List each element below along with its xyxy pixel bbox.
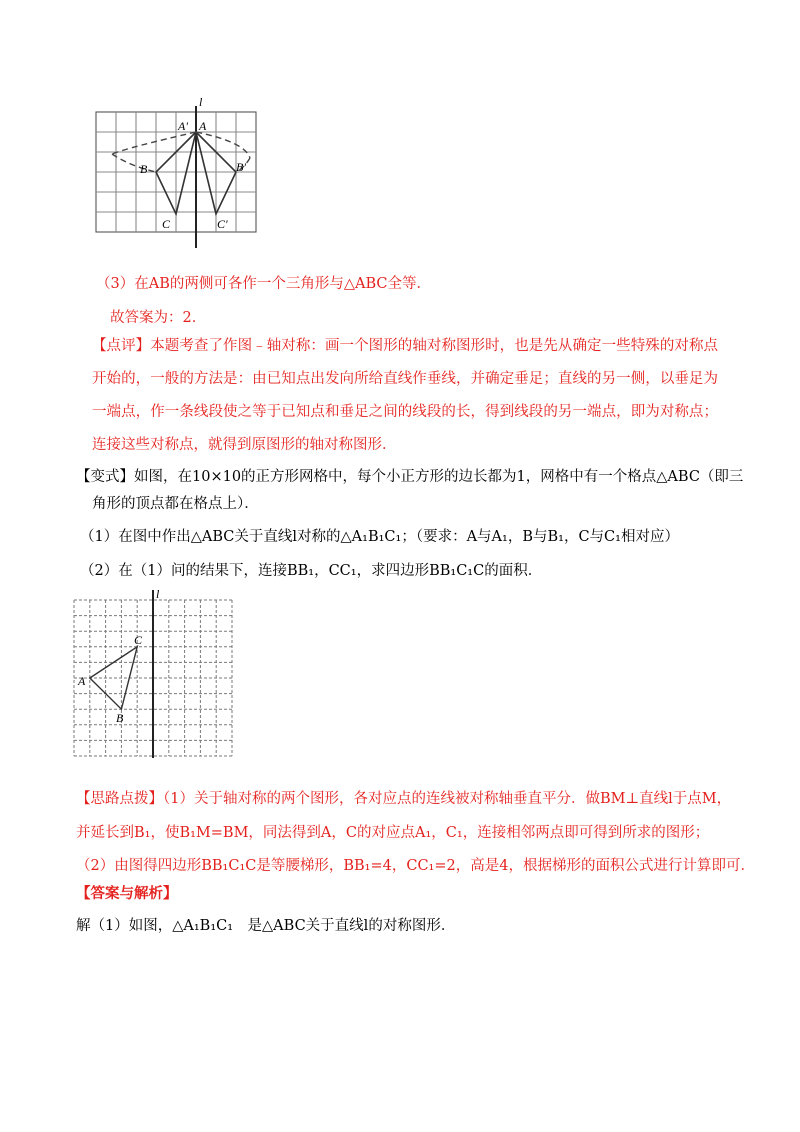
hint-line-3: （2）由图得四边形BB₁C₁C是等腰梯形，BB₁=4，CC₁=2，高是4，根据梯形的面积公式进行计算即可． — [76, 858, 755, 874]
figure-1-label-b-prime: B' — [236, 160, 246, 174]
hint-line-1: 【思路点拨】（1）关于轴对称的两个图形，各对应点的连线被对称轴垂直平分．做BM⊥直线l于点M， — [76, 791, 732, 807]
answer-part-3: （3）在AB的两侧可各作一个三角形与△ABC全等． — [96, 276, 431, 292]
figure-2-label-l: l — [156, 587, 160, 601]
figure-2-label-b: B — [116, 711, 124, 725]
variant-line-1: 【变式】如图，在10×10的正方形网格中，每个小正方形的边长都为1，网格中有一个格点△ABC（即三 — [76, 469, 744, 485]
figure-1-label-a-prime: A' — [178, 119, 188, 133]
answer-total: 故答案为：2． — [110, 310, 207, 326]
answer-heading: 【答案与解析】 — [76, 885, 178, 902]
figure-1-label-l: l — [199, 95, 203, 109]
variant-line-2: 角形的顶点都在格点上）． — [92, 496, 259, 512]
figure-1-label-c: C — [162, 217, 171, 231]
variant-question-1: （1）在图中作出△ABC关于直线l对称的△A₁B₁C₁；（要求：A与A₁，B与B₁，C与C₁相对应） — [80, 529, 679, 545]
variant-question-2: （2）在（1）问的结果下，连接BB₁，CC₁，求四边形BB₁C₁C的面积． — [80, 563, 543, 579]
comment-block — [92, 330, 718, 462]
hint-line-2: 并延长到B₁，使B₁M=BM，同法得到A，C的对应点A₁，C₁，连接相邻两点即可得到所求的图形； — [76, 825, 710, 841]
figure-2-label-a: A — [78, 674, 86, 688]
figure-2-label-c: C — [134, 633, 143, 647]
figure-1-label-b: B — [140, 162, 148, 176]
comment-tag: 【点评】 — [92, 338, 151, 354]
comment-text: 本题考查了作图﹣轴对称：画一个图形的轴对称图形时，也是先从确定一些特殊的对称点开始的，一般的方法是：由已知点出发向所给直线作垂线，并确定垂足；直线的另一侧，以垂足为一端点，作一条线段使之等于已知点和垂足之间的线段的长，得到线段的另一端点，即为对称点；连接这些对称点，就得到原图形的轴对称图形． — [92, 338, 719, 453]
figure-2-grid-diagram — [68, 586, 240, 761]
solution-line: 解（1）如图，△A₁B₁C₁ 是△ABC关于直线l的对称图形． — [76, 918, 456, 934]
figure-1-label-c-prime: C' — [217, 217, 228, 231]
figure-1-symmetry-diagram — [90, 92, 270, 252]
figure-1-label-a: A — [199, 119, 207, 133]
